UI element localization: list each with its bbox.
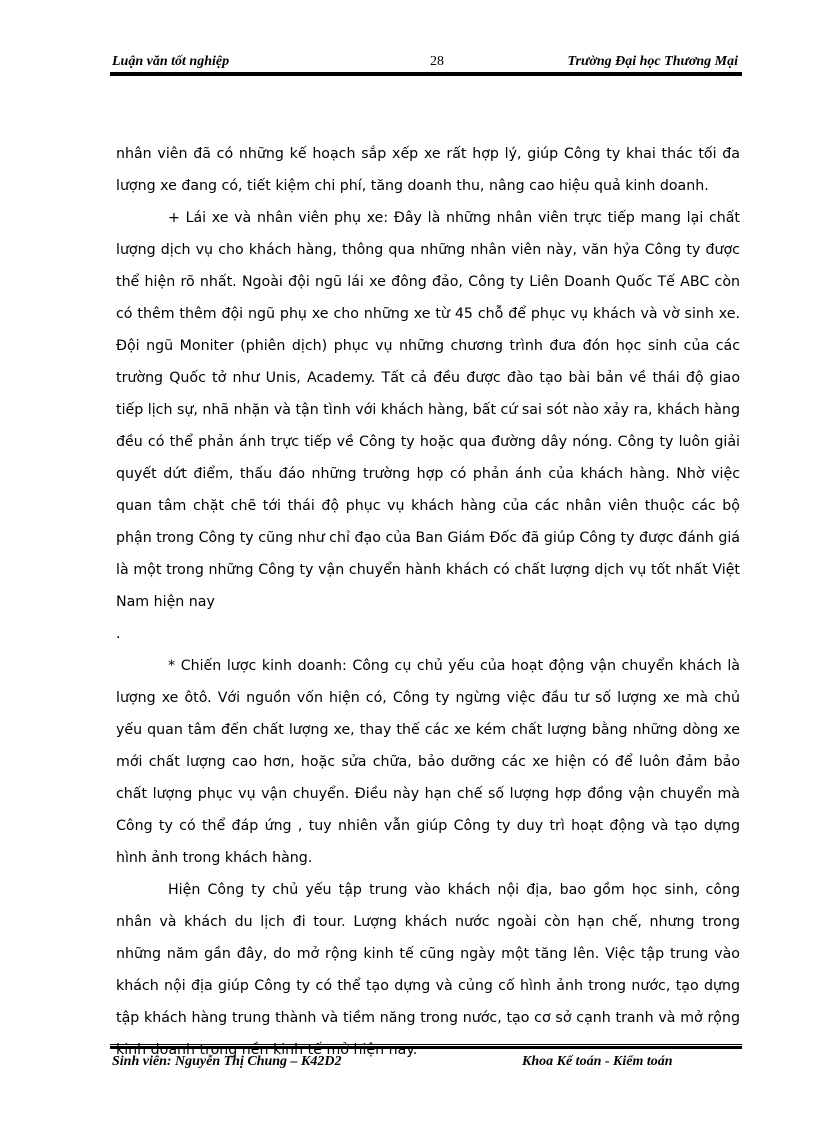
paragraph-3: * Chiến lược kinh doanh: Công cụ chủ yếu của hoạt động vận chuyển khách là lượng xe ôtô. Với nguồn vốn hiện có, Công ty ngừng việc đầu tư số lượng xe mà chủ yếu quan tâm đến chất lượng xe, thay thế các xe kém chất lượng bằng những dòng xe mới chất lượng cao hơn, hoặc sửa chữa, bảo dưỡng các xe hiện có để luôn đảm bảo chất lượng phục vụ vận chuyển. Điều này hạn chế số lượng hợp đồng vận chuyển mà Công ty có thể đáp ứng , tuy nhiên vẫn giúp Công ty duy trì hoạt động và tạo dựng hình ảnh trong khách hàng. [116, 658, 740, 866]
footer-student: Sinh viên: Nguyễn Thị Chung – K42D2 [112, 1054, 342, 1069]
page-footer [112, 1054, 740, 1076]
paragraph-4: Hiện Công ty chủ yếu tập trung vào khách nội địa, bao gồm học sinh, công nhân và khách du lịch đi tour. Lượng khách nước ngoài còn hạn chế, nhưng trong những năm gần đây, do mở rộng kinh tế cũng ngày một tăng lên. Việc tập trung vào khách nội địa giúp Công ty có thể tạo dựng và củng cố hình ảnh trong nước, tạo dựng tập khách hàng trung thành và tiềm năng trong nước, tạo cơ sở cạnh tranh và mở rộng kinh doanh trong nền kinh tế mở hiện nay. [116, 882, 740, 1058]
header-university: Trường Đại học Thương Mại [567, 54, 738, 69]
header-thesis-title: Luận văn tốt nghiệp [112, 54, 230, 69]
paragraph-2-dot: . [116, 626, 121, 642]
paragraph-1: nhân viên đã có những kế hoạch sắp xếp xe rất hợp lý, giúp Công ty khai thác tối đa lượng xe đang có, tiết kiệm chi phí, tăng doanh thu, nâng cao hiệu quả kinh doanh. [116, 146, 740, 194]
page-number: 28 [430, 54, 444, 69]
footer-faculty: Khoa Kế toán - Kiểm toán [522, 1054, 673, 1069]
paragraph-2: + Lái xe và nhân viên phụ xe: Đây là những nhân viên trực tiếp mang lại chất lượng dịch vụ cho khách hàng, thông qua những nhân viên này, văn hỷa Công ty được thể hiện rõ nhất. Ngoài đội ngũ lái xe đông đảo, Công ty Liên Doanh Quốc Tế ABC còn có thêm thêm đội ngũ phụ xe cho những xe từ 45 chỗ để phục vụ khách và vờ sinh xe. Đội ngũ Moniter (phiên dịch) phục vụ những chương trình đưa đón học sinh của các trường Quốc tở như Unis, Academy. Tất cả đều được đào tạo bài bản về thái độ giao tiếp lịch sự, nhã nhặn và tận tình với khách hàng, bất cứ sai sót nào xảy ra, khách hàng đều có thể phản ánh trực tiếp về Công ty hoặc qua đường dây nóng. Công ty luôn giải quyết dứt điểm, thấu đáo những trường hợp có phản ánh của khách hàng. Nhờ việc quan tâm chặt chẽ tới thái độ phục vụ khách hàng của các nhân viên thuộc các bộ phận trong Công ty cũng như chỉ đạo của Ban Giám Đốc đã giúp Công ty được đánh giá là một trong những Công ty vận chuyển hành khách có chất lượng dịch vụ tốt nhất Việt Nam hiện nay [116, 210, 740, 610]
document-body [116, 138, 740, 1066]
page-header [112, 50, 740, 74]
header-divider [110, 72, 742, 76]
footer-divider [110, 1044, 742, 1049]
